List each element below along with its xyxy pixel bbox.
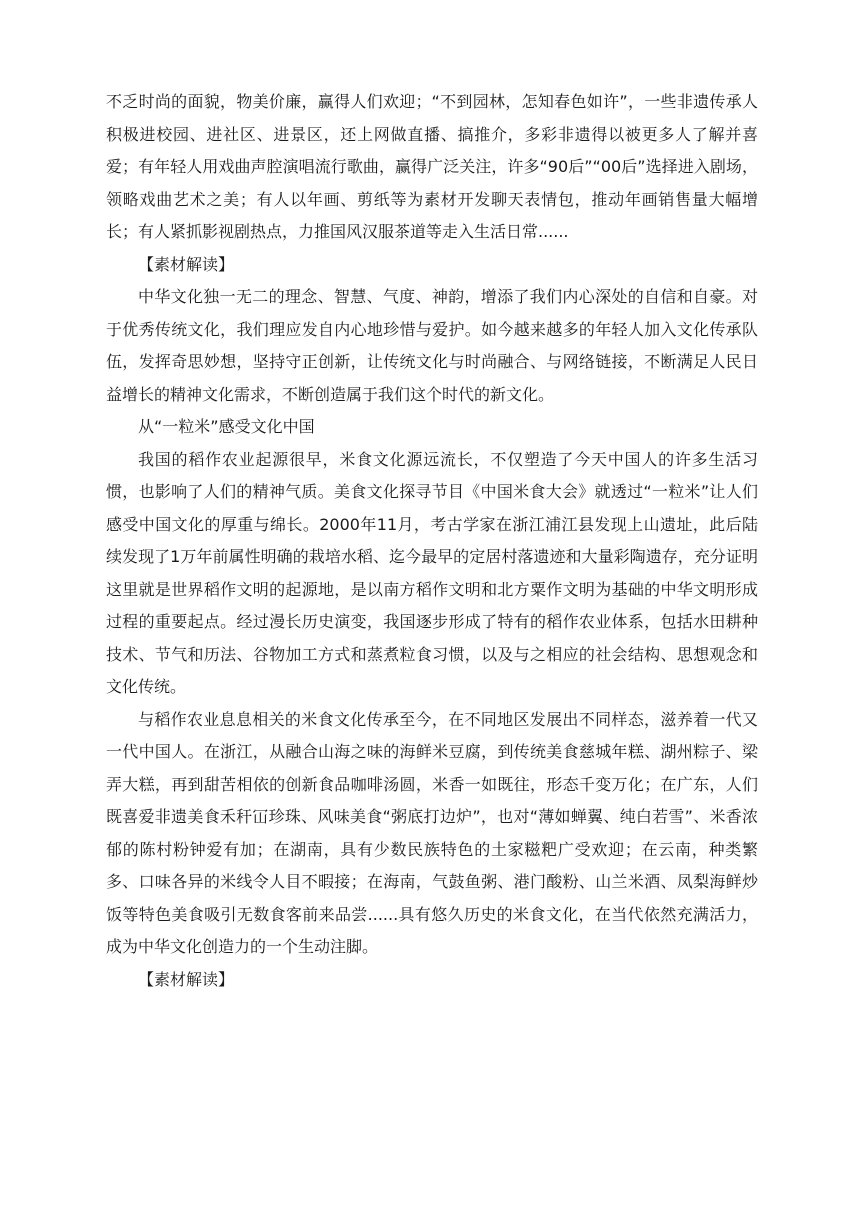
paragraph-rice-regions: 与稻作农业息息相关的米食文化传承至今，在不同地区发展出不同样态，滋养着一代又一代中国人。在浙江，从融合山海之味的海鲜米豆腐，到传统美食慈城年糕、湖州粽子、梁弄大糕，再到甜苦相依的创新食品咖啡汤圆，米香一如既往，形态千变万化；在广东，人们既喜爱非遗美食禾秆冚珍珠、风味美食“粥底打边炉”，也对“薄如蝉翼、纯白若雪”、米香浓郁的陈村粉钟爱有加；在湖南，具有少数民族特色的土家糍粑广受欢迎；在云南，种类繁多、口味各异的米线令人目不暇接；在海南，气鼓鱼粥、港门酸粉、山兰米酒、凤梨海鲜炒饭等特色美食吸引无数食客前来品尝......具有悠久历史的米食文化，在当代依然充满活力，成为中华文化创造力的一个生动注脚。 (106, 709, 758, 956)
material-interpretation-heading-2: 【素材解读】 (138, 969, 235, 989)
material-interpretation-heading: 【素材解读】 (138, 254, 235, 274)
paragraph-rice-origin: 我国的稻作农业起源很早，米食文化源远流长，不仅塑造了今天中国人的许多生活习惯，也影响了人们的精神气质。美食文化探寻节目《中国米食大会》就透过“一粒米”让人们感受中国文化的厚重与绵长。2000年11月，考古学家在浙江浦江县发现上山遗址，此后陆续发现了1万年前属性明确的栽培水稻、迄今最早的定居村落遗迹和大量彩陶遗存，充分证明这里就是世界稻作文明的起源地，是以南方稻作文明和北方粟作文明为基础的中华文明形成过程的重要起点。经过漫长历史演变，我国逐步形成了特有的稻作农业体系，包括水田耕种技术、节气和历法、谷物加工方式和蒸煮粒食习惯，以及与之相应的社会结构、思想观念和文化传统。 (106, 449, 758, 696)
paragraph-heritage-continued: 不乏时尚的面貌，物美价廉，赢得人们欢迎；“不到园林，怎知春色如许”，一些非遗传承人积极进校园、进社区、进景区，还上网做直播、搞推介，多彩非遗得以被更多人了解并喜爱；有年轻人用戏曲声腔演唱流行歌曲，赢得广泛关注，许多“90后”“00后”选择进入剧场，领略戏曲艺术之美；有人以年画、剪纸等为素材开发聊天表情包，推动年画销售量大幅增长；有人紧抓影视剧热点，力推国风汉服茶道等走入生活日常...... (106, 92, 758, 241)
paragraph-interpretation: 中华文化独一无二的理念、智慧、气度、神韵，增添了我们内心深处的自信和自豪。对于优秀传统文化，我们理应发自内心地珍惜与爱护。如今越来越多的年轻人加入文化传承队伍，发挥奇思妙想，坚持守正创新，让传统文化与时尚融合、与网络链接，不断满足人民日益增长的精神文化需求，不断创造属于我们这个时代的新文化。 (106, 287, 758, 404)
section-title-rice: 从“一粒米”感受文化中国 (138, 417, 315, 436)
document-page (106, 86, 758, 996)
